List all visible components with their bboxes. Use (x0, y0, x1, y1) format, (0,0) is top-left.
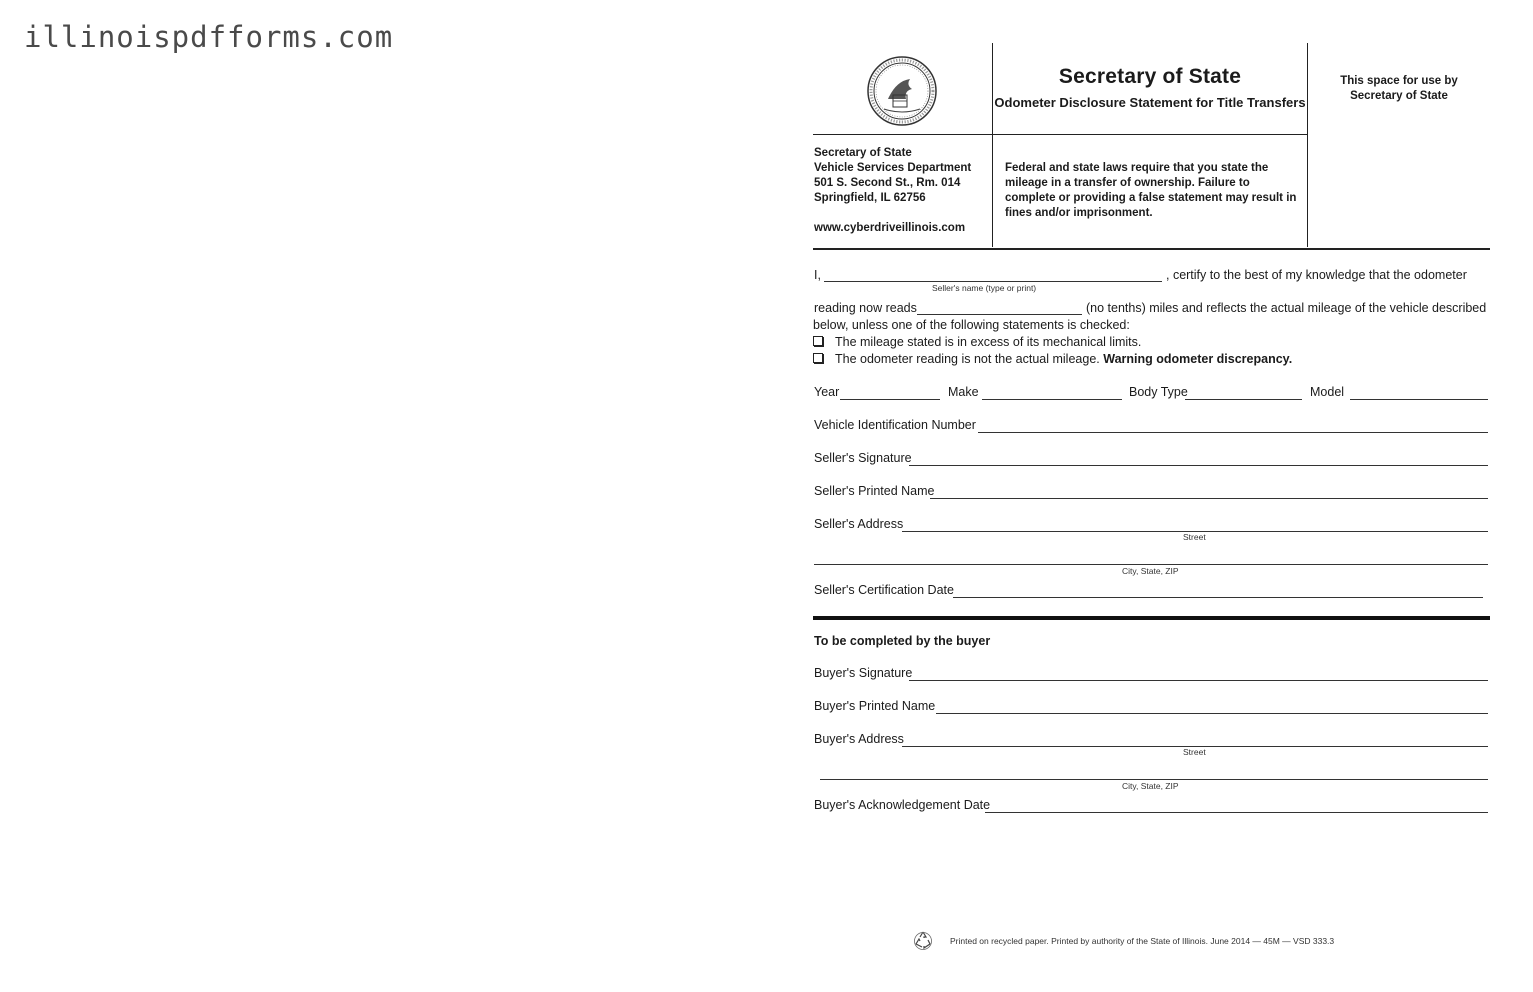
city-caption: City, State, ZIP (1122, 781, 1179, 791)
legal-notice: Federal and state laws require that you state the mileage in a transfer of ownership. Failure to complete or providing a false statement may result in fines and/or imprisonment. (1005, 162, 1297, 219)
city-caption: City, State, ZIP (1122, 566, 1179, 576)
body-type-field[interactable] (1185, 399, 1302, 400)
form-title: Secretary of State (1058, 65, 1242, 88)
office-use-line: This space for use by (1340, 75, 1458, 87)
buyer-printed-name-field[interactable] (936, 713, 1488, 714)
not-actual-mileage-checkbox[interactable] (813, 353, 823, 363)
reading-line-2: below, unless one of the following statements is checked: (813, 318, 1130, 332)
seller-signature-field[interactable] (909, 465, 1488, 466)
site-watermark: illinoispdfforms.com (24, 20, 394, 54)
model-field[interactable] (1350, 399, 1488, 400)
seller-address-label: Seller's Address (814, 517, 904, 531)
section-divider (813, 616, 1490, 620)
buyer-signature-row (813, 666, 1490, 686)
website-link[interactable]: www.cyberdriveillinois.com (814, 222, 966, 234)
form-header (813, 43, 1490, 250)
address-line: 501 S. Second St., Rm. 014 (814, 177, 961, 189)
footer-text: Printed on recycled paper. Printed by authority of the State of Illinois. June 2014 — 45M — VSD 333.3 (950, 936, 1335, 946)
reading-prefix: reading now reads (814, 301, 917, 315)
vin-row (813, 418, 1490, 438)
discrepancy-warning: Warning odometer discrepancy. (1103, 352, 1293, 366)
address-line: Springfield, IL 62756 (814, 192, 926, 204)
vin-field[interactable] (978, 432, 1488, 433)
form-subtitle: Odometer Disclosure Statement for Title Transfers (994, 95, 1306, 110)
reading-suffix: (no tenths) miles and reflects the actual mileage of the vehicle described (1086, 301, 1487, 315)
seller-signature-label: Seller's Signature (814, 451, 912, 465)
certification-suffix: , certify to the best of my knowledge that the odometer (1166, 268, 1467, 282)
make-field[interactable] (982, 399, 1122, 400)
model-label: Model (1310, 385, 1345, 399)
seller-name-field[interactable] (824, 281, 1162, 282)
seller-signature-row (813, 451, 1490, 471)
body-type-label: Body Type (1129, 385, 1188, 399)
seller-date-field[interactable] (953, 597, 1483, 598)
buyer-date-row (813, 798, 1490, 818)
certification-prefix: I, (814, 268, 821, 282)
odometer-form (813, 43, 1490, 963)
recycle-icon (912, 929, 934, 951)
seller-city-field[interactable] (814, 564, 1488, 565)
buyer-printed-name-label: Buyer's Printed Name (814, 699, 936, 713)
street-caption: Street (1183, 747, 1206, 757)
check-label: The mileage stated is in excess of its mechanical limits. (835, 335, 1142, 349)
mechanical-limits-checkbox[interactable] (813, 336, 823, 346)
seller-name-caption: Seller's name (type or print) (932, 283, 1037, 293)
certification-row (813, 268, 1490, 288)
seller-date-label: Seller's Certification Date (814, 583, 954, 597)
buyer-section-heading: To be completed by the buyer (814, 634, 991, 648)
office-use-line: Secretary of State (1350, 90, 1448, 102)
checkbox-row-not-actual (813, 352, 1292, 366)
seller-date-row (813, 583, 1490, 603)
buyer-date-field[interactable] (985, 812, 1488, 813)
header-divider (813, 134, 1308, 135)
year-field[interactable] (840, 399, 940, 400)
buyer-printed-name-row (813, 699, 1490, 719)
state-seal-icon (866, 55, 938, 127)
seller-printed-name-row (813, 484, 1490, 504)
buyer-address-label: Buyer's Address (814, 732, 904, 746)
office-use-box (1308, 74, 1490, 104)
seller-printed-name-field[interactable] (930, 498, 1488, 499)
seller-address-row (813, 517, 1490, 537)
check-label: The odometer reading is not the actual mileage. (835, 352, 1100, 366)
buyer-address-row (813, 732, 1490, 752)
buyer-signature-label: Buyer's Signature (814, 666, 913, 680)
odometer-reading-field[interactable] (917, 314, 1082, 315)
make-label: Make (948, 385, 979, 399)
buyer-signature-field[interactable] (909, 680, 1488, 681)
vehicle-row (813, 385, 1490, 405)
buyer-city-field[interactable] (820, 779, 1488, 780)
mailing-address (814, 146, 989, 236)
street-caption: Street (1183, 532, 1206, 542)
vin-label: Vehicle Identification Number (814, 418, 976, 432)
buyer-date-label: Buyer's Acknowledgement Date (814, 798, 991, 812)
address-line: Secretary of State (814, 147, 912, 159)
year-label: Year (814, 385, 840, 399)
address-line: Vehicle Services Department (814, 162, 972, 174)
checkbox-row-mechanical-limits (813, 335, 1141, 349)
seller-printed-name-label: Seller's Printed Name (814, 484, 935, 498)
